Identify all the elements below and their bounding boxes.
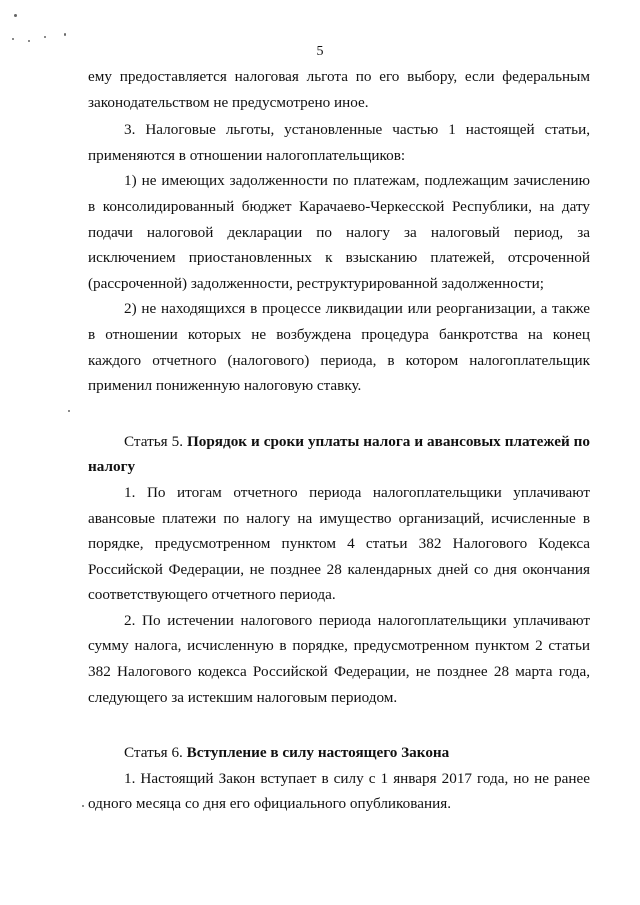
article-5-paragraph-1: 1. По итогам отчетного периода налогоплательщики уплачивают авансовые платежи по налогу на имущество организаций, исчисленные в порядке, предусмотренном пунктом 4 статьи 382 Налогового Кодекса Российской Федерации, не позднее 28 календарных дней со дня окончания соответствующего отчетного периода. [88,483,590,604]
paragraph-subitem-2: 2) не находящихся в процессе ликвидации или реорганизации, а также в отношении которых не возбуждена процедура банкротства на конец каждого отчетного (налогового) периода, в котором налогоплательщик применил пониженную налоговую ставку. [88,300,590,395]
article-6-heading [88,740,590,766]
page-number: 5 [316,44,324,59]
scan-speck [68,410,70,412]
article-6-title: Вступление в силу настоящего Закона [186,744,450,762]
article-6-paragraph-1: 1. Настоящий Закон вступает в силу с 1 января 2017 года, но не ранее одного месяца со дня его официального опубликования. [88,769,590,813]
scan-speck [64,33,66,36]
scan-speck [44,36,46,38]
scan-speck [82,805,84,807]
paragraph-subitem-1: 1) не имеющих задолженности по платежам, подлежащим зачислению в консолидированный бюджет Карачаево-Черкесской Республики, на дату подачи налоговой декларации по налогу за налоговый период, за исключением приостановленных к взысканию платежей, отсроченной (рассроченной) задолженности, реструктурированной задолженности; [88,172,590,292]
article-5-prefix: Статья 5. [124,432,187,450]
article-6-prefix: Статья 6. [124,744,187,762]
scan-speck [14,14,17,17]
article-5-heading [88,429,590,480]
scan-speck [28,40,30,42]
article-5-title: Порядок и сроки уплаты налога и авансовых платежей по налогу [88,432,590,476]
article-5-paragraph-2: 2. По истечении налогового периода налогоплательщики уплачивают сумму налога, исчисленную в порядке, предусмотренном пунктом 2 статьи 382 Налогового кодекса Российской Федерации, не позднее 28 марта года, следующего за истекшим налоговым периодом. [88,611,590,706]
scan-speck [12,38,14,40]
paragraph-continuation: ему предоставляется налоговая льгота по его выбору, если федеральным законодательством не предусмотрено иное. [88,68,590,111]
document-body [88,64,590,817]
paragraph-item-3: 3. Налоговые льготы, установленные частью 1 настоящей статьи, применяются в отношении налогоплательщиков: [88,121,590,164]
